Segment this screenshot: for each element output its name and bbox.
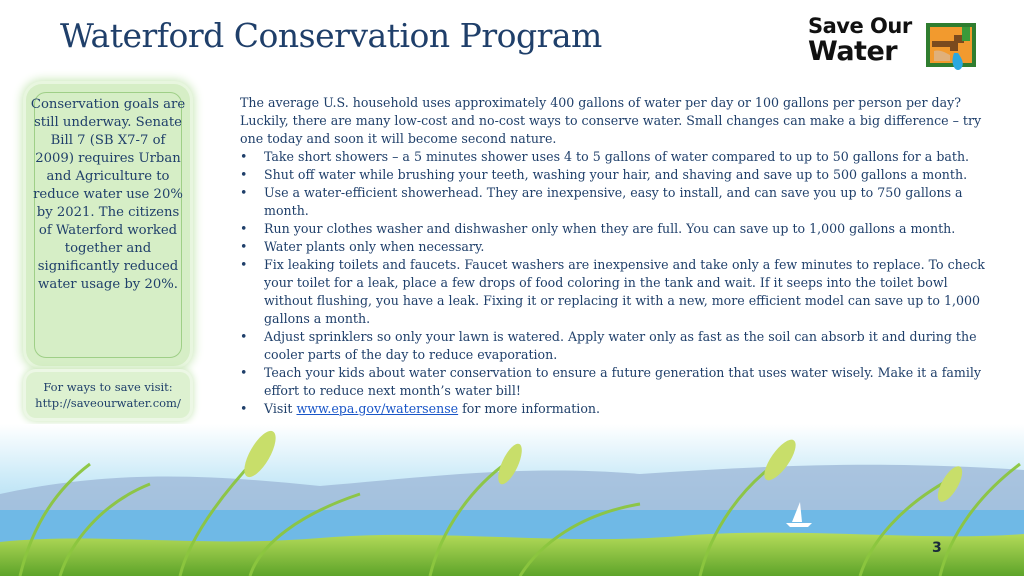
epa-watersense-link[interactable]: www.epa.gov/watersense <box>296 401 459 416</box>
logo-wordmark <box>808 16 920 65</box>
bullet-icon: • <box>240 149 248 164</box>
tip-text: Take short showers – a 5 minutes shower uses 4 to 5 gallons of water compared to up to 50 gallons for a bath. <box>264 149 970 164</box>
conservation-goals-card <box>26 84 190 366</box>
visit-suffix: for more information. <box>458 401 601 416</box>
tip-text: Use a water-efficient showerhead. They are inexpensive, easy to install, and can save you up to 750 gallons a month. <box>264 185 963 218</box>
tip-text: Teach your kids about water conservation to ensure a future generation that uses water wisely. Make it a family effort to reduce next month’s water bill! <box>264 365 982 398</box>
bullet-icon: • <box>240 401 248 416</box>
lake-grass-scene <box>0 424 1024 576</box>
tip-text: Run your clothes washer and dishwasher only when they are full. You can save up to 1,000 gallons a month. <box>264 221 956 236</box>
tips-list <box>240 148 992 418</box>
faucet-hand-icon <box>924 21 980 77</box>
tip-item <box>240 400 992 418</box>
bullet-icon: • <box>240 329 248 344</box>
tip-item <box>240 184 992 220</box>
tip-text: Adjust sprinklers so only your lawn is watered. Apply water only as fast as the soil can absorb it and during the cooler parts of the day to reduce evaporation. <box>264 329 977 362</box>
bullet-icon: • <box>240 239 248 254</box>
logo-line2: Water <box>808 36 898 67</box>
page-number: 3 <box>932 540 942 556</box>
conservation-goals-text: Conservation goals are still underway. Senate Bill 7 (SB X7-7 of 2009) requires Urban and Agriculture to reduce water use 20% by 2021. The citizens of Waterford worked together and significantly reduced water usage by 20%. <box>30 97 186 292</box>
intro-paragraph: The average U.S. household uses approximately 400 gallons of water per day or 100 gallons per person per day? Luckily, there are many low-cost and no-cost ways to conserve water. Small changes can make a big difference – try one today and soon it will become second nature. <box>240 95 982 146</box>
visit-url: http://saveourwater.com/ <box>35 396 181 410</box>
tip-item <box>240 148 992 166</box>
tip-text: Shut off water while brushing your teeth, washing your hair, and shaving and save up to 500 gallons a month. <box>264 167 968 182</box>
visit-website-card <box>26 372 190 418</box>
tip-item <box>240 166 992 184</box>
bullet-icon: • <box>240 167 248 182</box>
tip-text: Fix leaking toilets and faucets. Faucet washers are inexpensive and take only a few minutes to replace. To check your toilet for a leak, place a few drops of food coloring in the tank and wait. If it seeps into the toilet bowl without flushing, you have a leak. Fixing it or replacing it with a new, more efficient model can save up to 1,000 gallons a month. <box>264 257 985 326</box>
visit-prefix: Visit <box>264 401 297 416</box>
slide-title: Waterford Conservation Program <box>60 16 602 55</box>
visit-website-text <box>26 379 190 411</box>
save-our-water-logo <box>808 16 980 78</box>
tip-item <box>240 364 992 400</box>
tip-item <box>240 328 992 364</box>
tip-item <box>240 238 992 256</box>
tip-item <box>240 220 992 238</box>
water-saving-tips <box>240 94 992 418</box>
bullet-icon: • <box>240 185 248 200</box>
bullet-icon: • <box>240 221 248 236</box>
visit-label: For ways to save visit: <box>43 380 173 394</box>
logo-line1: Save Our <box>808 14 912 38</box>
tip-text: Water plants only when necessary. <box>264 239 485 254</box>
tip-item <box>240 256 992 328</box>
bullet-icon: • <box>240 257 248 272</box>
bullet-icon: • <box>240 365 248 380</box>
